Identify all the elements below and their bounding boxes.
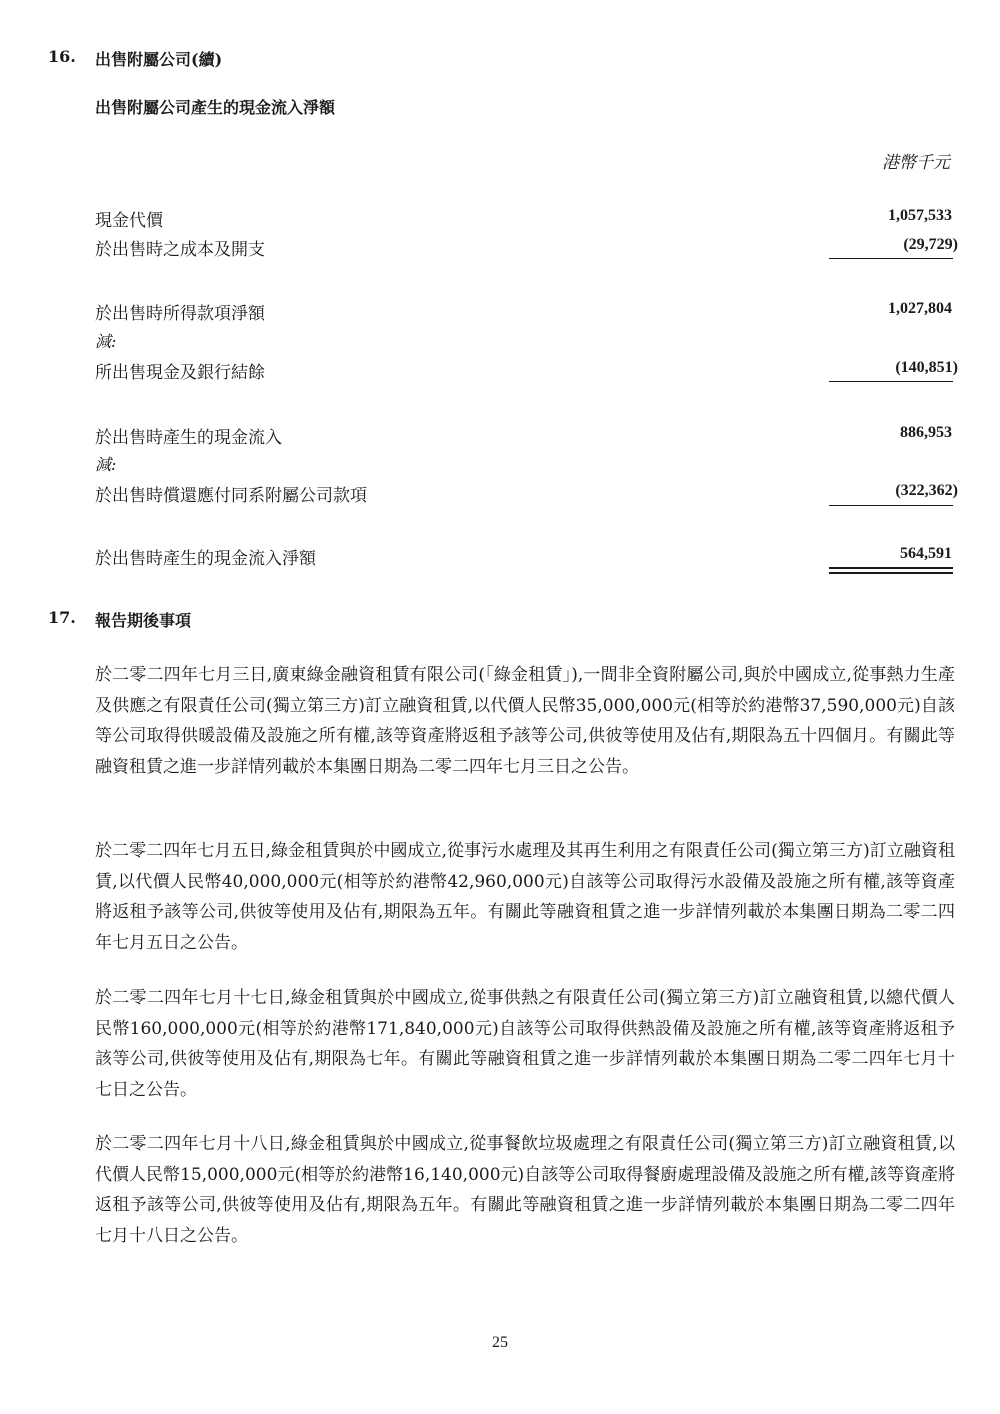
row-label: 於出售時償還應付同系附屬公司款項 xyxy=(95,486,367,506)
row-label: 於出售時所得款項淨額 xyxy=(95,304,265,324)
subtotal-rule xyxy=(829,258,953,259)
section-number: 16. xyxy=(48,47,76,66)
paragraph: 於二零二四年七月十八日,綠金租賃與於中國成立,從事餐飲垃圾處理之有限責任公司(獨立第三方)訂立融資租賃,以代價人民幣15,000,000元(相等於約港幣16,140,000元)自該等公司取得餐廚處理設備及設施之所有權,該等資產將返租予該等公司,供彼等使用及佔有,期限為五年。有關此等融資租賃之進一步詳情列載於本集團日期為二零二四年七月十八日之公告。 xyxy=(95,1134,955,1246)
row-label: 於出售時之成本及開支 xyxy=(95,240,265,260)
paragraph: 於二零二四年七月十七日,綠金租賃與於中國成立,從事供熱之有限責任公司(獨立第三方)訂立融資租賃,以總代價人民幣160,000,000元(相等於約港幣171,840,000元)自該等公司取得供熱設備及設施之所有權,該等資產將返租予該等公司,供彼等使用及佔有,期限為七年。有關此等融資租賃之進一步詳情列載於本集團日期為二零二四年七月十七日之公告。 xyxy=(95,988,955,1100)
page-number: 25 xyxy=(492,1334,508,1351)
row-amount: 1,057,533 xyxy=(888,207,952,224)
paragraph: 於二零二四年七月三日,廣東綠金融資租賃有限公司(「綠金租賃」),一間非全資附屬公司,與於中國成立,從事熱力生產及供應之有限責任公司(獨立第三方)訂立融資租賃,以代價人民幣35,000,000元(相等於約港幣37,590,000元)自該等公司取得供暖設備及設施之所有權,該等資產將返租予該等公司,供彼等使用及佔有,期限為五十四個月。有關此等融資租賃之進一步詳情列載於本集團日期為二零二四年七月三日之公告。 xyxy=(95,665,955,777)
total-amount: 564,591 xyxy=(900,545,952,562)
subtotal-rule xyxy=(829,381,953,382)
section-title: 報告期後事項 xyxy=(95,611,192,630)
double-rule-top xyxy=(829,567,953,569)
row-amount: (322,362) xyxy=(895,482,958,499)
row-label: 於出售時產生的現金流入淨額 xyxy=(95,549,316,569)
subtotal-rule xyxy=(829,505,953,506)
less-label: 減: xyxy=(95,455,117,474)
row-amount: (29,729) xyxy=(903,236,958,253)
double-rule-bottom xyxy=(829,572,953,574)
paragraph: 於二零二四年七月五日,綠金租賃與於中國成立,從事污水處理及其再生利用之有限責任公司(獨立第三方)訂立融資租賃,以代價人民幣40,000,000元(相等於約港幣42,960,000元)自該等公司取得污水設備及設施之所有權,該等資產將返租予該等公司,供彼等使用及佔有,期限為五年。有關此等融資租賃之進一步詳情列載於本集團日期為二零二四年七月五日之公告。 xyxy=(95,841,955,953)
row-label: 現金代價 xyxy=(95,211,163,231)
row-label: 所出售現金及銀行結餘 xyxy=(95,363,265,383)
table-title: 出售附屬公司產生的現金流入淨額 xyxy=(95,98,336,117)
section-number: 17. xyxy=(48,608,76,627)
unit-header: 港幣千元 xyxy=(882,153,950,173)
row-amount: 886,953 xyxy=(900,424,952,441)
row-amount: 1,027,804 xyxy=(888,300,952,317)
row-amount: (140,851) xyxy=(895,359,958,376)
less-label: 減: xyxy=(95,332,117,351)
section-title: 出售附屬公司(續) xyxy=(95,50,223,69)
row-label: 於出售時產生的現金流入 xyxy=(95,428,282,448)
